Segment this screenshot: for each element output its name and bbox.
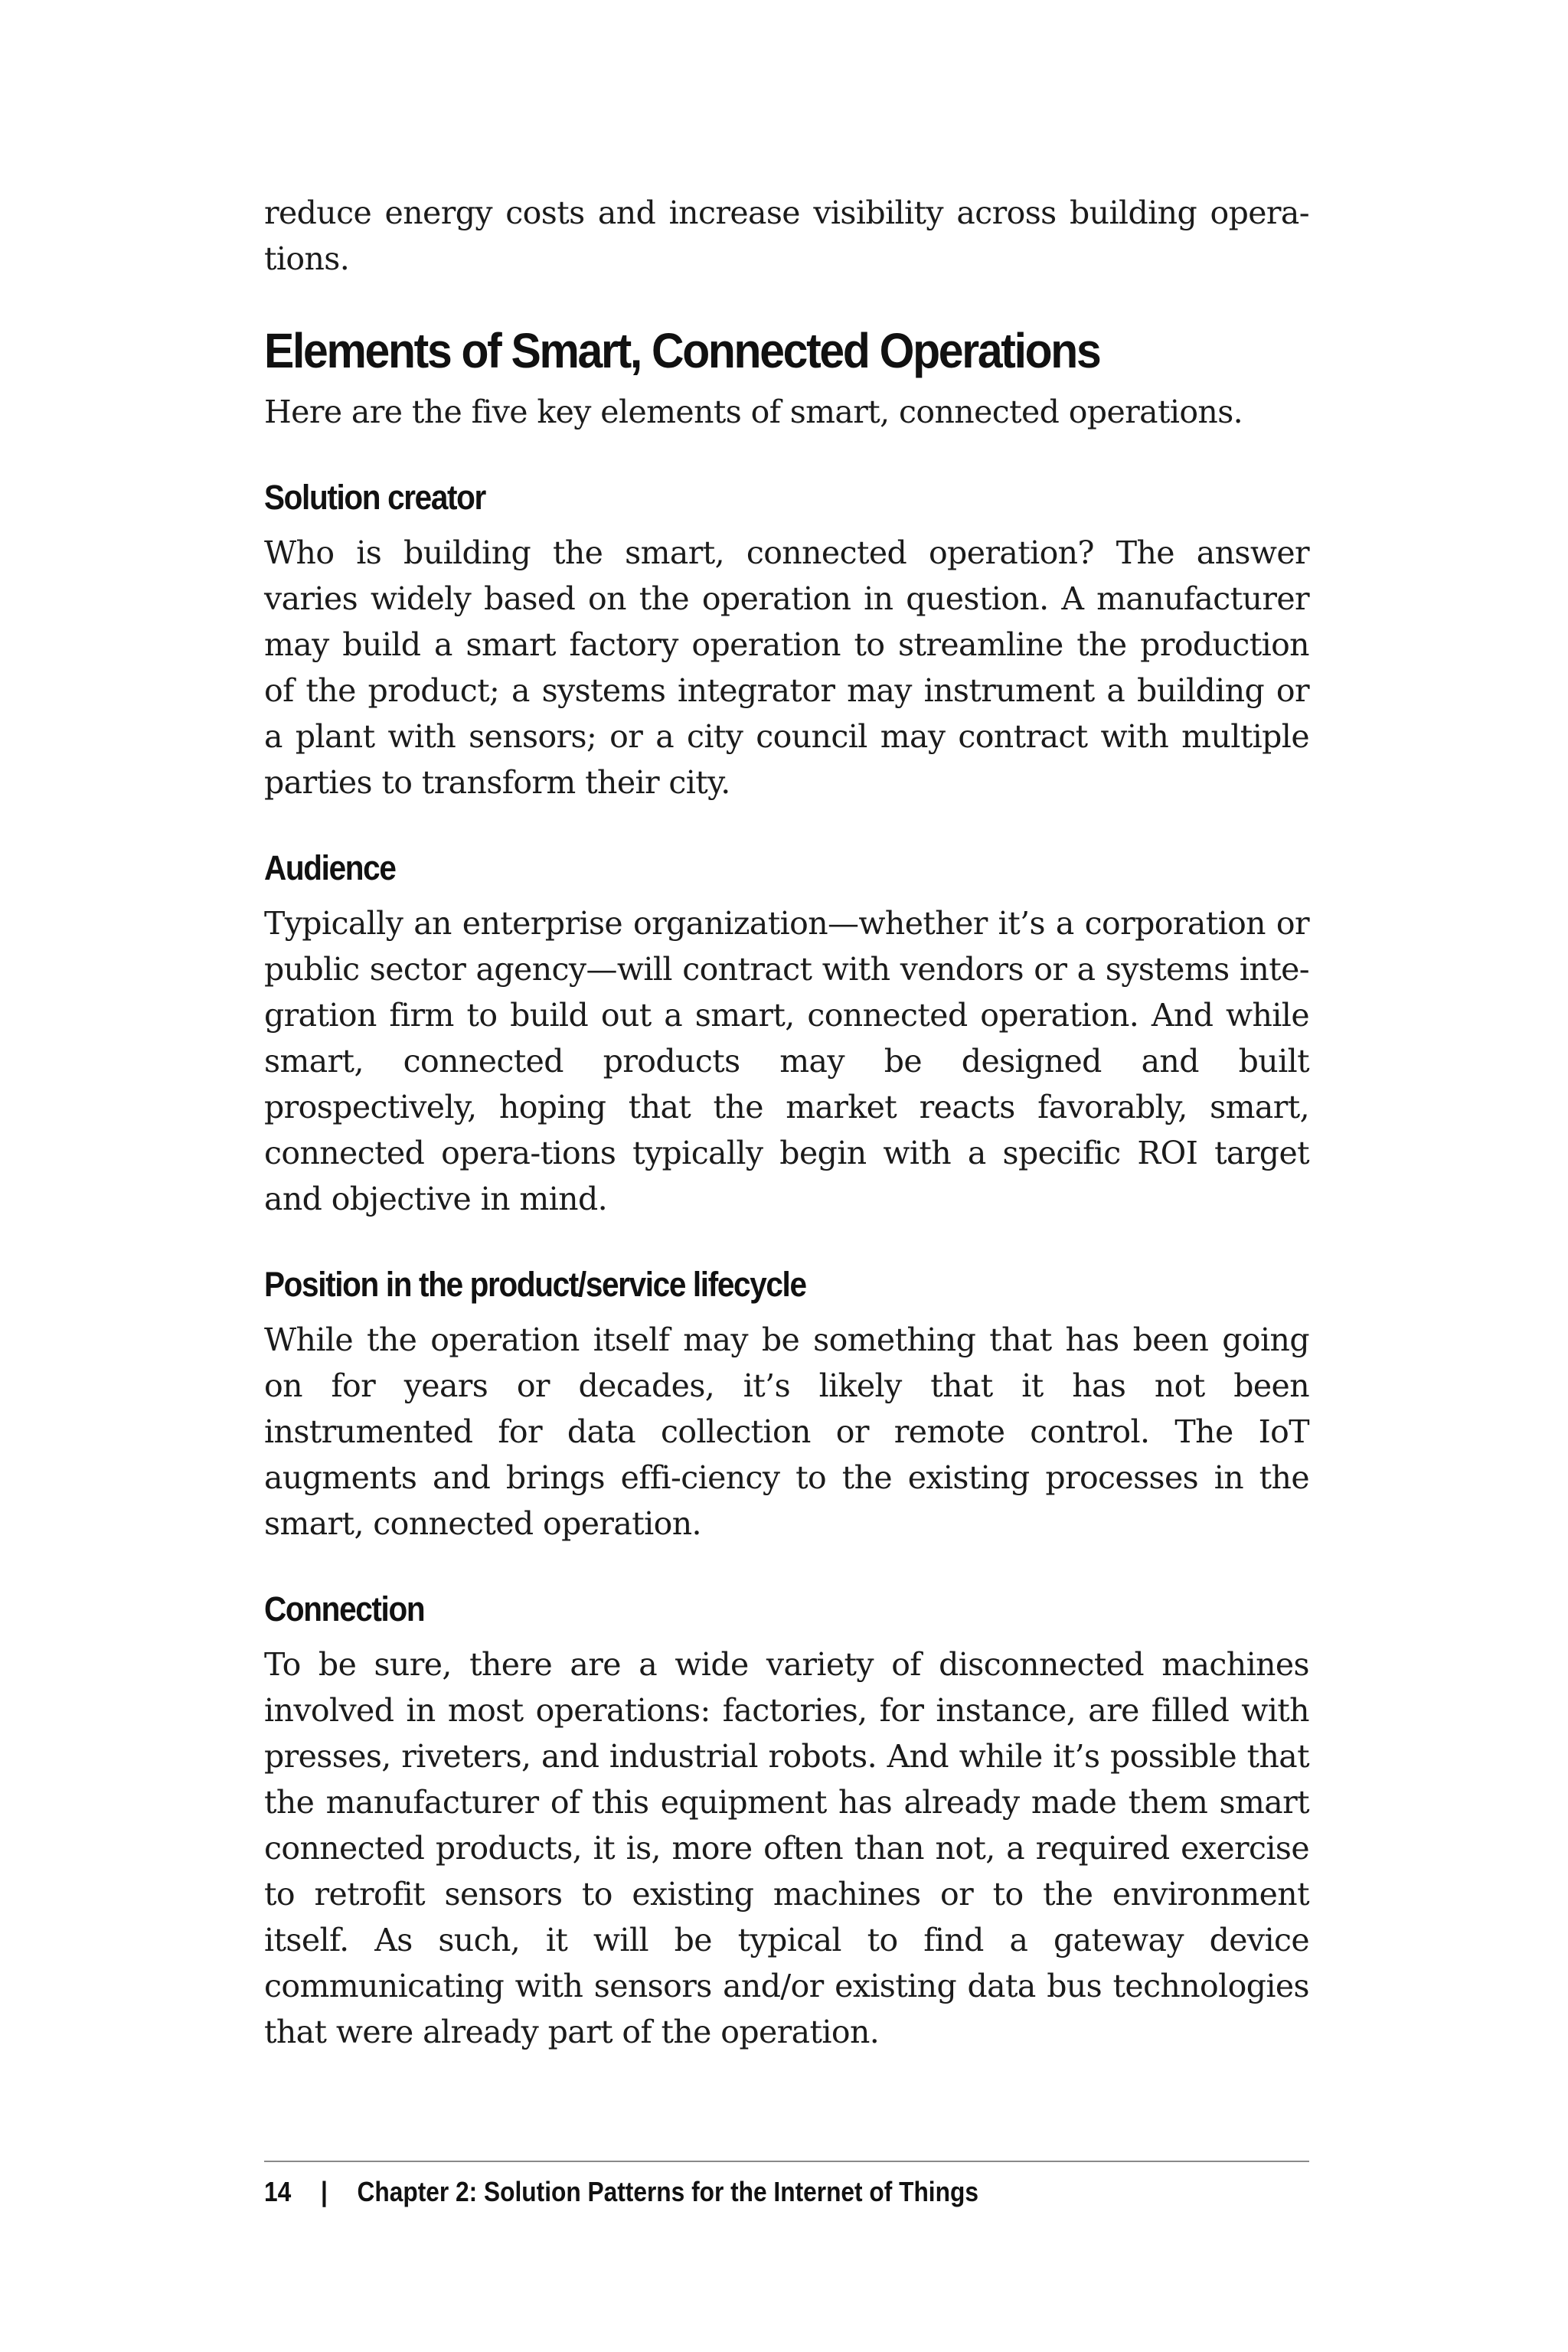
subsection-heading-connection: Connection xyxy=(264,1589,425,1628)
chapter-title: Chapter 2: Solution Patterns for the Internet of Things xyxy=(357,2176,978,2207)
subsection-heading-audience: Audience xyxy=(264,848,396,887)
section-intro: Here are the five key elements of smart, connected operations. xyxy=(264,394,1243,430)
section-title: Elements of Smart, Connected Operations xyxy=(264,323,1100,378)
footer-divider xyxy=(264,2161,1309,2162)
subsection-text-solution-creator: Who is building the smart, connected operation? The answer varies widely based on the operation in question. A manufacturer may build a smart factory operation to streamline the production of the product; a systems integrator may instrument a building or a plant with sensors; or a city council may contract with multiple parties to transform their city. xyxy=(264,534,1309,801)
page-footer xyxy=(264,2173,978,2211)
footer-separator: | xyxy=(320,2176,328,2207)
subsection-text-position: While the operation itself may be something that has been going on for years or decades, it’s likely that it has not been instrumented for data collection or remote control. The IoT augments and brings effi-ciency to the existing processes in the smart, connected operation. xyxy=(264,1321,1309,1542)
page-content xyxy=(264,190,1309,2055)
subsection-heading-solution-creator: Solution creator xyxy=(264,478,485,517)
intro-paragraph: reduce energy costs and increase visibility across building opera-tions. xyxy=(264,194,1309,277)
page-number: 14 xyxy=(264,2176,292,2207)
subsection-text-connection: To be sure, there are a wide variety of disconnected machines involved in most operations: factories, for instance, are filled with presses, riveters, and industrial robots. And while it’s possible that the manufacturer of this equipment has already made them smart connected products, it is, more often than not, a required exercise to retrofit sensors to existing machines or to the environment itself. As such, it will be typical to find a gateway device communicating with sensors and/or existing data bus technologies that were already part of the operation. xyxy=(264,1646,1309,2050)
subsection-text-audience: Typically an enterprise organization—whether it’s a corporation or public sector agency—will contract with vendors or a systems inte-gration firm to build out a smart, connected operation. And while smart, connected products may be designed and built prospectively, hoping that the market reacts favorably, smart, connected opera-tions typically begin with a specific ROI target and objective in mind. xyxy=(264,905,1309,1217)
subsection-heading-position: Position in the product/service lifecycle xyxy=(264,1265,806,1304)
